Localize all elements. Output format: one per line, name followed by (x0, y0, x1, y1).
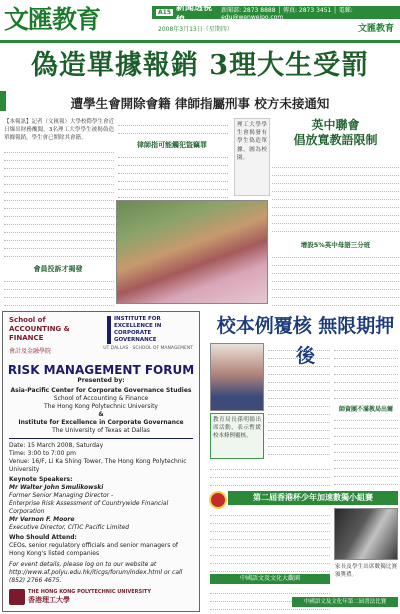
awards-photo (334, 508, 398, 560)
polyu-name-en: THE HONG KONG POLYTECHNIC UNIVERSITY (28, 589, 151, 595)
ad-org2a: The University of Texas at Dallas (52, 427, 150, 434)
awards-caption-box (334, 562, 398, 594)
sidebar-subhead: 增設5%英中母語三分班 (300, 241, 371, 249)
official-portrait (210, 343, 264, 411)
lower-side-head: 師資團不滿教局出爾 (338, 406, 393, 413)
story-column-2-top (118, 118, 228, 138)
sidebar-title-2: 倡放寬教語限制 (293, 133, 378, 147)
section-label: 文匯教育 (357, 24, 394, 34)
masthead-contact-strip (152, 2, 400, 26)
page-number: A15 (158, 9, 171, 16)
awards-caption: 家長及學生出席數獨比賽頒獎禮。 (335, 564, 397, 579)
contact-text: 新聞部: 2873 8888 │ 傳真: 2873 3451 │ 電郵: edu@wenweipo.com (221, 6, 353, 21)
campus-photo (116, 200, 268, 304)
footer-banner: 中國語文及文化年第二屆書法比賽 (292, 597, 398, 607)
polyu-logo-icon (9, 589, 25, 605)
lower-col-3 (334, 413, 398, 485)
ad-school: School of ACCOUNTING & FINANCE (9, 316, 70, 342)
ad-speaker-1-org: Enterprise Risk Assessment of Countrywide Financial Corporation (9, 500, 169, 515)
event-logo-icon (209, 491, 227, 509)
ad-presented: Presented by: (77, 377, 125, 384)
main-headline: 偽造單據報銷 3理大生受罰 (30, 50, 370, 81)
lower-col-2 (334, 343, 398, 403)
ad-speaker-2: Mr Vernon F. Moore (9, 516, 75, 523)
ad-speaker-1: Mr Walter John Smulikowski (9, 484, 104, 491)
sub-headline: 遭學生會開除會籍 律師指屬刑事 校方未接通知 (70, 96, 330, 111)
portrait-caption: 教育局長孫明揚出席活動，表示暫緩校本條例覆核。 (213, 417, 261, 440)
ad-venue: Venue: 16/F, Li Ka Shing Tower, The Hong Kong Polytechnic University (9, 458, 187, 473)
sidebar-body-2 (272, 250, 399, 306)
ad-partner-sub: UT DALLAS · SCHOOL OF MANAGEMENT (103, 346, 193, 351)
story-subhead-1: 會員投訴才揭發 (33, 265, 83, 273)
ad-attend: CEOs, senior regulatory officials and senior managers of Hong Kong's listed companies (9, 542, 179, 557)
ad-amp: & (98, 411, 104, 418)
polyu-logo-block (9, 589, 151, 605)
polyu-name-cn: 香港理工大學 (28, 596, 70, 604)
masthead-brand: 文匯教育 (4, 5, 101, 34)
lower-col-4 (210, 462, 330, 488)
ad-speaker-2-title: Executive Director, CITIC Pacific Limited (9, 524, 130, 531)
ad-org1a: School of Accounting & Finance (53, 395, 149, 402)
ad-org2: Institute for Excellence in Corporate Governance (18, 419, 184, 426)
ad-date: Date: 15 March 2008, Saturday (9, 442, 104, 449)
risk-forum-ad[interactable] (2, 311, 200, 612)
story-column-1 (4, 118, 114, 260)
sidebar-title-block (272, 118, 399, 158)
masthead-rule (0, 40, 400, 43)
ad-org1: Asia-Pacific Center for Corporate Governance Studies (10, 387, 192, 394)
story-lead: 【本報訊】記者（文匯報）大學校際學生會近日爆出財務醜聞，3名理工大學學生被揭偽造單據報銷，學生會已開除其會籍。 (4, 119, 114, 142)
ad-speakers-heading: Keynote Speakers: (9, 476, 73, 483)
portrait-caption-box (210, 413, 264, 459)
sidebar-body (272, 160, 399, 238)
ad-org1b: The Hong Kong Polytechnic University (44, 403, 158, 410)
hotline-label: 新聞透視線 (176, 2, 213, 26)
ad-time: Time: 3:00 to 7:00 pm (9, 450, 76, 457)
photo-caption: 理工大學學生會揭發有學生偽造單據，圖為校園。 (237, 122, 267, 161)
ad-contact-link[interactable]: For event details, please log on to our website at http://www.af.polyu.edu.hk/iticgs/forum/index.html or call (852) 2766 4675. (9, 561, 183, 584)
ad-partner: INSTITUTE FOR EXCELLENCE IN CORPORATE GOVERNANCE (107, 316, 193, 344)
ad-speaker-1-title: Former Senior Managing Director - (9, 492, 114, 499)
ad-attend-heading: Who Should Attend: (9, 534, 77, 541)
sub-banner: 中國語文及文化大觀園 (210, 574, 330, 584)
lower-col-1 (268, 343, 330, 461)
photo-caption-box (234, 118, 270, 196)
story-subhead-2: 律師指可能觸犯盜竊罪 (137, 141, 207, 149)
ad-title: RISK MANAGEMENT FORUM (7, 363, 195, 377)
sudoku-body (210, 508, 330, 572)
sidebar-title-1: 英中聯會 (311, 118, 360, 132)
masthead-date: 2008年3月13日（星期四） (158, 26, 233, 33)
story-column-2 (118, 150, 228, 198)
sudoku-banner: 第二屆香港杯少年加速數獨小組賽 (228, 491, 398, 505)
lower-headline: 校本例覆核 無限期押後 (216, 315, 395, 367)
ad-school-cn: 會計及金融學院 (9, 348, 52, 355)
story-column-1b (4, 274, 114, 306)
